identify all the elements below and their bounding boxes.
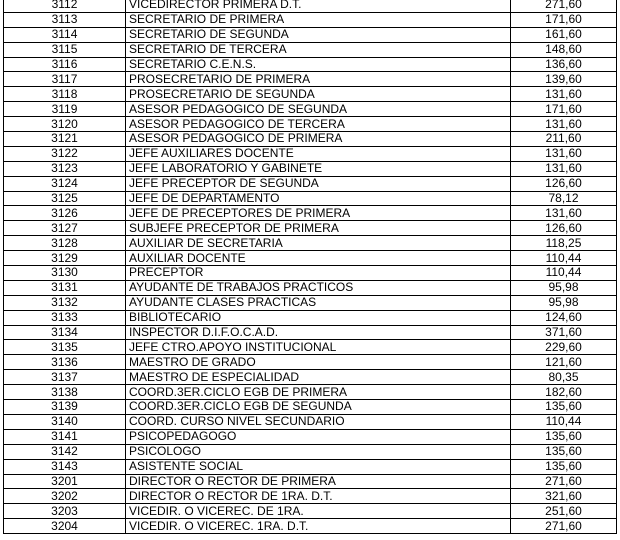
code-cell: 3201 <box>4 474 126 489</box>
table-row <box>4 340 617 355</box>
description-cell: JEFE AUXILIARES DOCENTE <box>126 146 511 161</box>
value-cell: 80,35 <box>511 370 617 385</box>
value-cell: 131,60 <box>511 161 617 176</box>
description-cell: COORD.3ER.CICLO EGB DE SEGUNDA <box>126 400 511 415</box>
value-cell: 371,60 <box>511 325 617 340</box>
value-cell: 135,60 <box>511 444 617 459</box>
description-cell: PROSECRETARIO DE PRIMERA <box>126 72 511 87</box>
value-cell: 124,60 <box>511 310 617 325</box>
table-row <box>4 0 617 12</box>
code-cell: 3120 <box>4 117 126 132</box>
value-cell: 171,60 <box>511 102 617 117</box>
description-cell: JEFE LABORATORIO Y GABINETE <box>126 161 511 176</box>
value-cell: 148,60 <box>511 42 617 57</box>
code-cell: 3138 <box>4 385 126 400</box>
code-cell: 3136 <box>4 355 126 370</box>
table-row <box>4 27 617 42</box>
description-cell: COORD.3ER.CICLO EGB DE PRIMERA <box>126 385 511 400</box>
value-cell: 171,60 <box>511 12 617 27</box>
description-cell: JEFE CTRO.APOYO INSTITUCIONAL <box>126 340 511 355</box>
description-cell: AYUDANTE CLASES PRACTICAS <box>126 295 511 310</box>
value-cell: 95,98 <box>511 280 617 295</box>
value-cell: 271,60 <box>511 0 617 12</box>
table-row <box>4 72 617 87</box>
code-cell: 3140 <box>4 414 126 429</box>
table-row <box>4 414 617 429</box>
code-cell: 3119 <box>4 102 126 117</box>
description-cell: SECRETARIO DE SEGUNDA <box>126 27 511 42</box>
value-cell: 131,60 <box>511 206 617 221</box>
table-row <box>4 519 617 534</box>
description-cell: AUXILIAR DE SECRETARIA <box>126 236 511 251</box>
value-cell: 135,60 <box>511 459 617 474</box>
value-cell: 121,60 <box>511 355 617 370</box>
description-cell: ASESOR PEDAGOGICO DE TERCERA <box>126 117 511 132</box>
code-cell: 3112 <box>4 0 126 12</box>
value-cell: 271,60 <box>511 474 617 489</box>
code-cell: 3124 <box>4 176 126 191</box>
table-row <box>4 206 617 221</box>
table-row <box>4 444 617 459</box>
code-cell: 3203 <box>4 504 126 519</box>
value-cell: 136,60 <box>511 57 617 72</box>
description-cell: AYUDANTE DE TRABAJOS PRACTICOS <box>126 280 511 295</box>
code-cell: 3135 <box>4 340 126 355</box>
description-cell: SUBJEFE PRECEPTOR DE PRIMERA <box>126 221 511 236</box>
table-row <box>4 12 617 27</box>
description-cell: DIRECTOR O RECTOR DE PRIMERA <box>126 474 511 489</box>
table-row <box>4 221 617 236</box>
value-cell: 161,60 <box>511 27 617 42</box>
code-cell: 3130 <box>4 266 126 281</box>
code-cell: 3117 <box>4 72 126 87</box>
table-row <box>4 161 617 176</box>
description-cell: MAESTRO DE GRADO <box>126 355 511 370</box>
value-cell: 110,44 <box>511 266 617 281</box>
value-cell: 182,60 <box>511 385 617 400</box>
code-cell: 3141 <box>4 429 126 444</box>
description-cell: ASESOR PEDAGOGICO DE PRIMERA <box>126 132 511 147</box>
description-cell: PSICOLOGO <box>126 444 511 459</box>
table-row <box>4 280 617 295</box>
value-cell: 95,98 <box>511 295 617 310</box>
description-cell: AUXILIAR DOCENTE <box>126 251 511 266</box>
code-cell: 3123 <box>4 161 126 176</box>
code-cell: 3143 <box>4 459 126 474</box>
value-cell: 135,60 <box>511 429 617 444</box>
code-cell: 3128 <box>4 236 126 251</box>
description-cell: ASESOR PEDAGOGICO DE SEGUNDA <box>126 102 511 117</box>
description-cell: PSICOPEDAGOGO <box>126 429 511 444</box>
table-row <box>4 191 617 206</box>
description-cell: SECRETARIO DE TERCERA <box>126 42 511 57</box>
code-cell: 3115 <box>4 42 126 57</box>
code-cell: 3122 <box>4 146 126 161</box>
description-cell: JEFE DE PRECEPTORES DE PRIMERA <box>126 206 511 221</box>
table-row <box>4 325 617 340</box>
code-cell: 3113 <box>4 12 126 27</box>
table-row <box>4 87 617 102</box>
value-cell: 110,44 <box>511 414 617 429</box>
table-row <box>4 266 617 281</box>
description-cell: DIRECTOR O RECTOR DE 1RA. D.T. <box>126 489 511 504</box>
code-cell: 3121 <box>4 132 126 147</box>
description-cell: VICEDIR. O VICEREC. DE 1RA. <box>126 504 511 519</box>
table-row <box>4 146 617 161</box>
description-cell: SECRETARIO DE PRIMERA <box>126 12 511 27</box>
description-cell: BIBLIOTECARIO <box>126 310 511 325</box>
code-cell: 3137 <box>4 370 126 385</box>
value-cell: 110,44 <box>511 251 617 266</box>
table-row <box>4 370 617 385</box>
table-row <box>4 400 617 415</box>
value-cell: 229,60 <box>511 340 617 355</box>
table-row <box>4 429 617 444</box>
table-row <box>4 117 617 132</box>
code-cell: 3131 <box>4 280 126 295</box>
code-cell: 3114 <box>4 27 126 42</box>
value-cell: 131,60 <box>511 87 617 102</box>
code-cell: 3125 <box>4 191 126 206</box>
code-cell: 3129 <box>4 251 126 266</box>
code-cell: 3126 <box>4 206 126 221</box>
table-row <box>4 176 617 191</box>
table-row <box>4 132 617 147</box>
salary-table <box>3 0 617 534</box>
code-cell: 3204 <box>4 519 126 534</box>
code-cell: 3202 <box>4 489 126 504</box>
value-cell: 139,60 <box>511 72 617 87</box>
code-cell: 3134 <box>4 325 126 340</box>
value-cell: 131,60 <box>511 117 617 132</box>
table-row <box>4 355 617 370</box>
table-body <box>4 0 617 534</box>
table-row <box>4 102 617 117</box>
description-cell: JEFE PRECEPTOR DE SEGUNDA <box>126 176 511 191</box>
value-cell: 271,60 <box>511 519 617 534</box>
table-row <box>4 251 617 266</box>
table-row <box>4 459 617 474</box>
value-cell: 211,60 <box>511 132 617 147</box>
table-row <box>4 236 617 251</box>
table-row <box>4 310 617 325</box>
value-cell: 135,60 <box>511 400 617 415</box>
table-row <box>4 504 617 519</box>
description-cell: VICEDIRECTOR PRIMERA D.T. <box>126 0 511 12</box>
description-cell: MAESTRO DE ESPECIALIDAD <box>126 370 511 385</box>
value-cell: 126,60 <box>511 221 617 236</box>
description-cell: JEFE DE DEPARTAMENTO <box>126 191 511 206</box>
code-cell: 3142 <box>4 444 126 459</box>
value-cell: 251,60 <box>511 504 617 519</box>
value-cell: 118,25 <box>511 236 617 251</box>
table-row <box>4 57 617 72</box>
description-cell: ASISTENTE SOCIAL <box>126 459 511 474</box>
table-row <box>4 385 617 400</box>
table-row <box>4 474 617 489</box>
code-cell: 3139 <box>4 400 126 415</box>
table-row <box>4 295 617 310</box>
description-cell: INSPECTOR D.I.F.O.C.A.D. <box>126 325 511 340</box>
description-cell: SECRETARIO C.E.N.S. <box>126 57 511 72</box>
table-row <box>4 489 617 504</box>
description-cell: PRECEPTOR <box>126 266 511 281</box>
value-cell: 78,12 <box>511 191 617 206</box>
code-cell: 3132 <box>4 295 126 310</box>
description-cell: VICEDIR. O VICEREC. 1RA. D.T. <box>126 519 511 534</box>
value-cell: 321,60 <box>511 489 617 504</box>
value-cell: 131,60 <box>511 146 617 161</box>
code-cell: 3127 <box>4 221 126 236</box>
code-cell: 3118 <box>4 87 126 102</box>
description-cell: PROSECRETARIO DE SEGUNDA <box>126 87 511 102</box>
table-row <box>4 42 617 57</box>
value-cell: 126,60 <box>511 176 617 191</box>
code-cell: 3116 <box>4 57 126 72</box>
code-cell: 3133 <box>4 310 126 325</box>
description-cell: COORD. CURSO NIVEL SECUNDARIO <box>126 414 511 429</box>
